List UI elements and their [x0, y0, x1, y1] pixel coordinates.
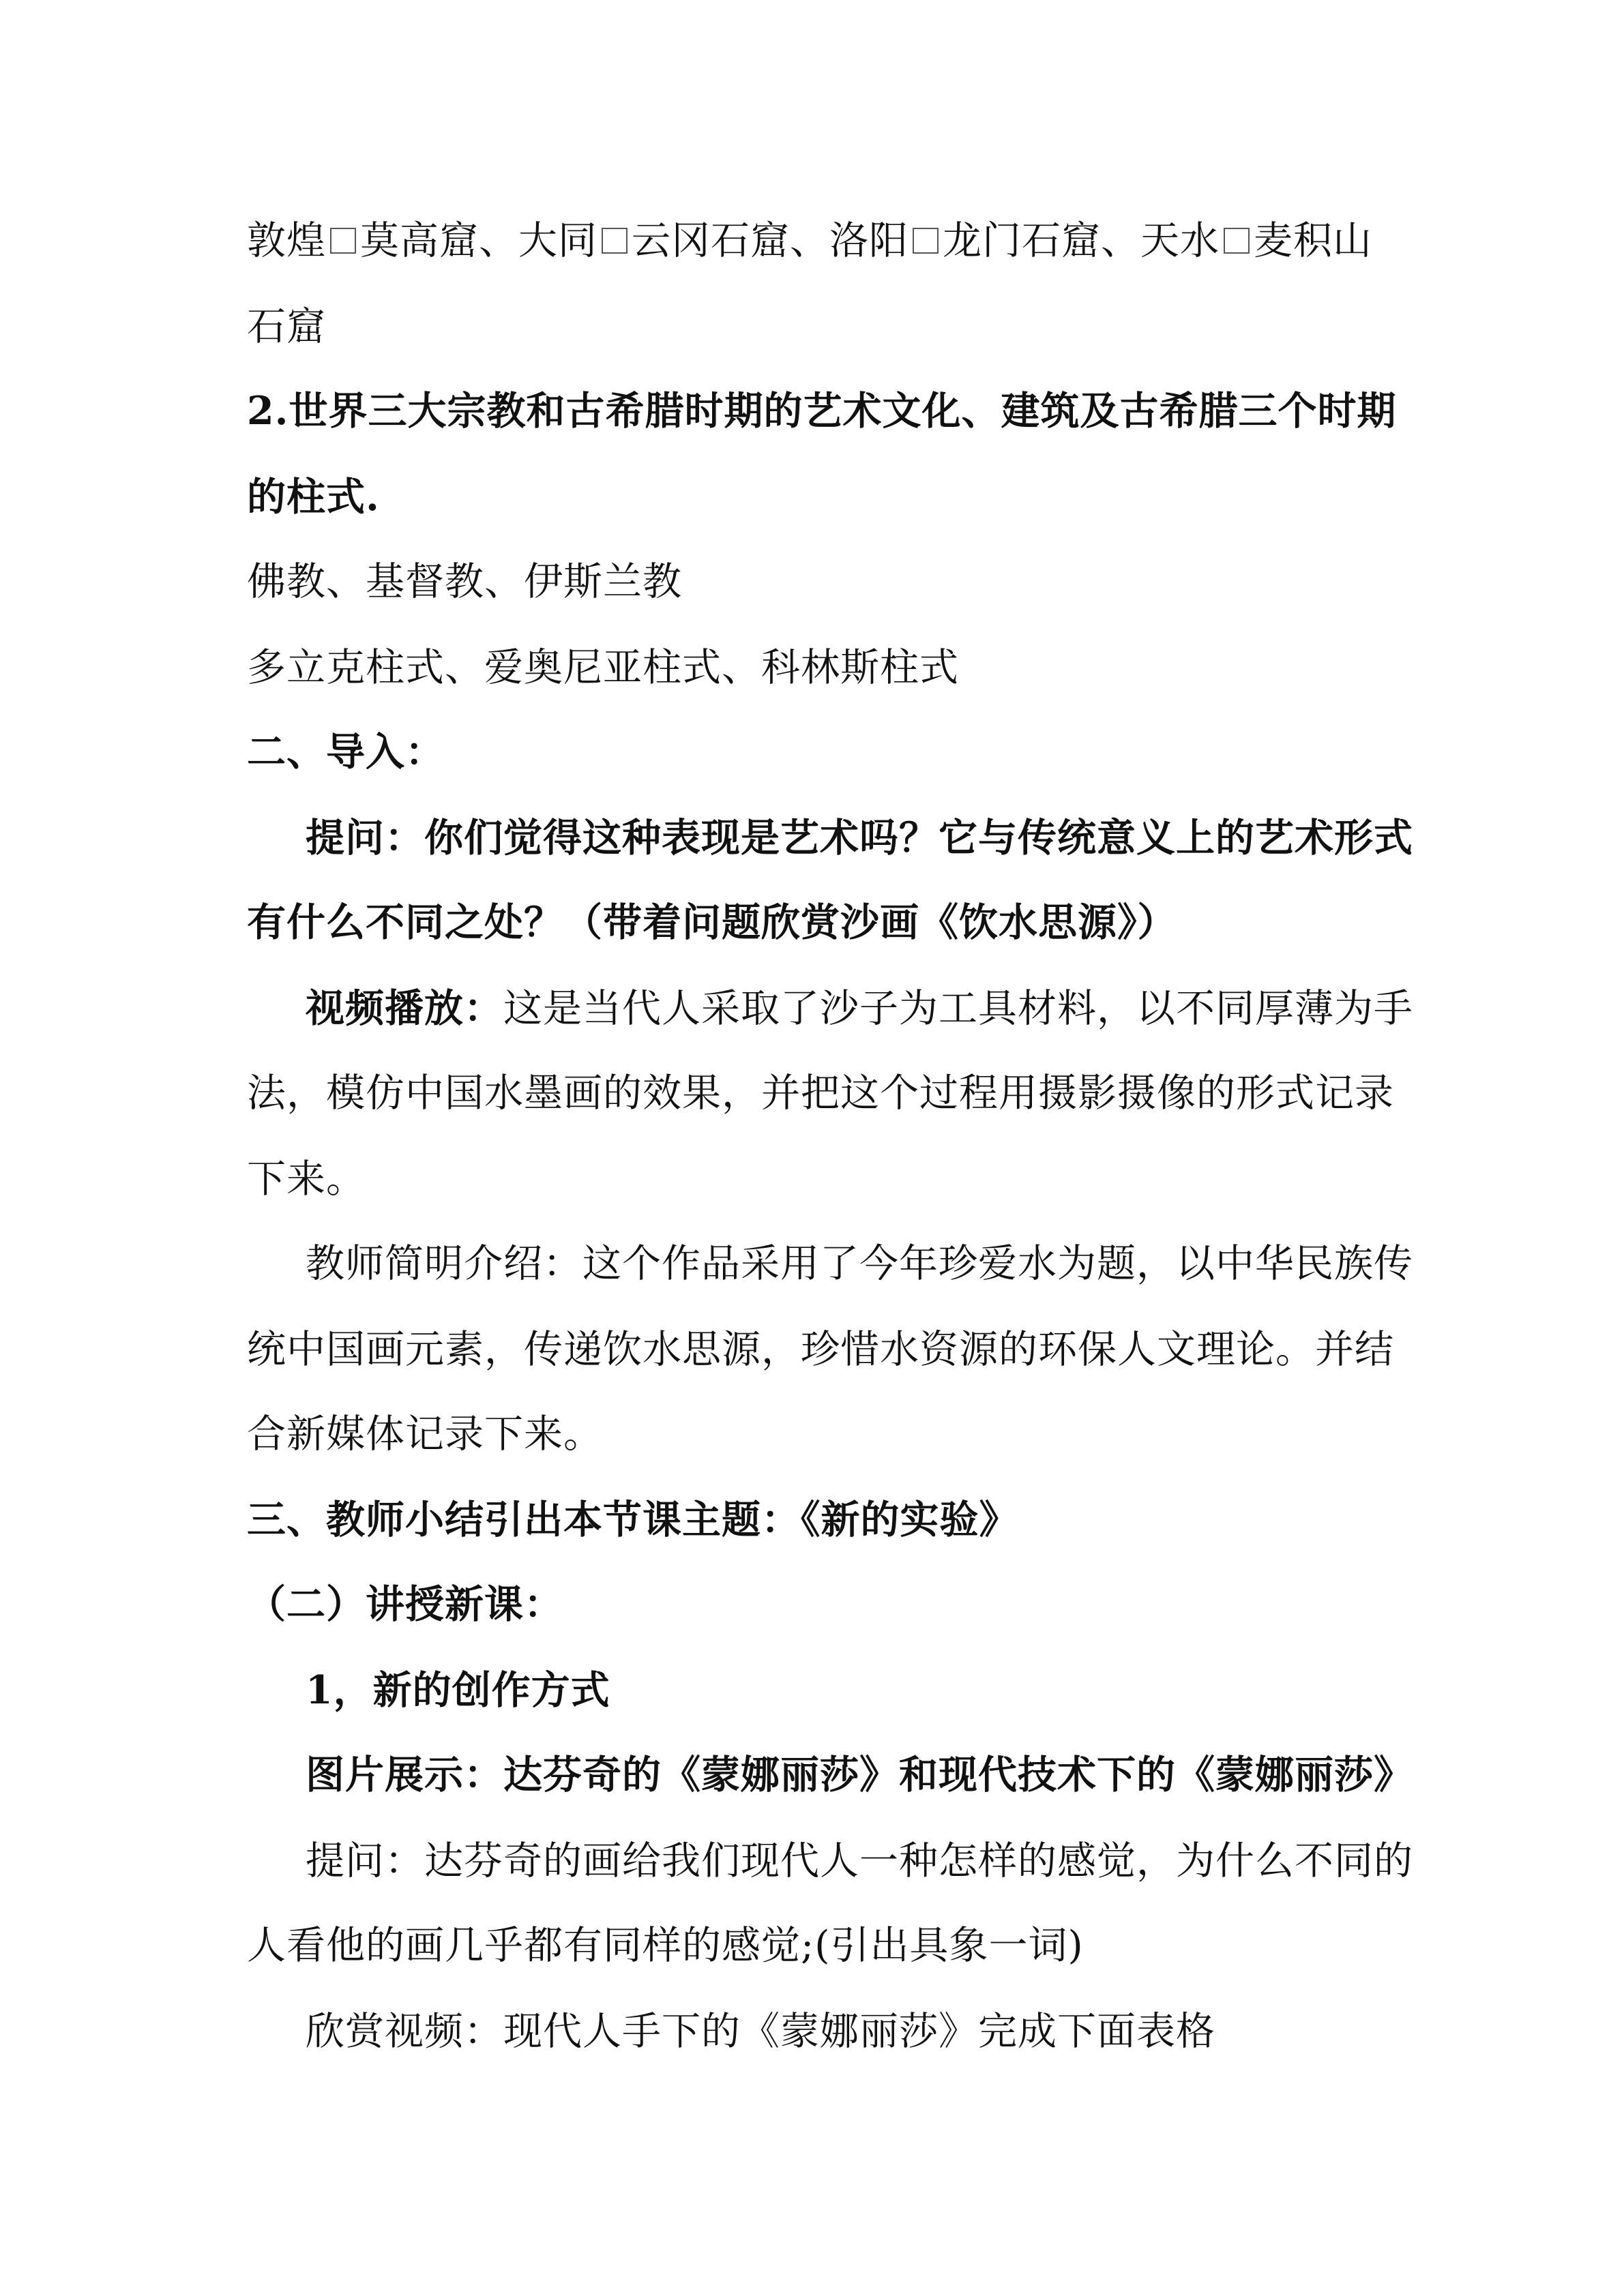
religions-list: 佛教、基督教、伊斯兰教	[247, 559, 682, 604]
grotto-text: 莫高窟、大同	[360, 218, 597, 263]
missing-glyph-box	[913, 228, 939, 254]
question2-line-2: 人看他的画几乎都有同样的感觉;(引出具象一词)	[247, 1923, 1084, 1968]
teacher-intro-line-1: 教师简明介绍：这个作品采用了今年珍爱水为题，以中华民族传	[306, 1241, 1413, 1286]
video-line-1	[306, 985, 1413, 1032]
grotto-text: 龙门石窟、天水	[943, 218, 1220, 263]
missing-glyph-box	[1224, 228, 1250, 254]
grottoes-line-2: 石窟	[247, 304, 326, 349]
picture-show-line: 图片展示：达芬奇的《蒙娜丽莎》和现代技术下的《蒙娜丽莎》	[306, 1752, 1413, 1798]
grotto-text: 云冈石窟、洛阳	[632, 218, 909, 263]
video-label: 视频播放：	[306, 985, 503, 1031]
question-line-1: 提问：你们觉得这种表现是艺术吗？它与传统意义上的艺术形式	[306, 815, 1413, 861]
video-text: 这是当代人采取了沙子为工具材料，以不同厚薄为手	[503, 986, 1413, 1031]
question-line-2: 有什么不同之处？（带着问题欣赏沙画《饮水思源》）	[247, 899, 1177, 945]
teacher-intro-line-3: 合新媒体记录下来。	[247, 1412, 603, 1457]
grottoes-line-1	[247, 217, 1372, 265]
video-line-3: 下来。	[247, 1157, 366, 1202]
heading-religions-line-1: 2.世界三大宗教和古希腊时期的艺术文化、建筑及古希腊三个时期	[247, 388, 1397, 434]
subsection-heading-1: 1，新的创作方式	[306, 1667, 610, 1713]
grotto-text: 敦煌	[247, 218, 326, 263]
grotto-text: 麦积山	[1254, 218, 1372, 263]
section-heading-new-lesson: （二）讲授新课：	[247, 1581, 563, 1627]
heading-religions-line-2: 的柱式.	[247, 474, 380, 520]
question2-line-1: 提问：达芬奇的画给我们现代人一种怎样的感觉，为什么不同的	[306, 1838, 1413, 1883]
column-orders-list: 多立克柱式、爱奥尼亚柱式、科林斯柱式	[247, 645, 959, 690]
section-heading-intro: 二、导入：	[247, 729, 445, 775]
video-line-2: 法，模仿中国水墨画的效果，并把这个过程用摄影摄像的形式记录	[247, 1071, 1394, 1116]
teacher-intro-line-2: 统中国画元素，传递饮水思源，珍惜水资源的环保人文理论。并结	[247, 1327, 1394, 1372]
missing-glyph-box	[330, 228, 356, 254]
missing-glyph-box	[602, 228, 628, 254]
section-heading-summary: 三、教师小结引出本节课主题：《新的实验》	[247, 1497, 1019, 1542]
watch-video-line: 欣赏视频：现代人手下的《蒙娜丽莎》完成下面表格	[306, 2009, 1215, 2054]
